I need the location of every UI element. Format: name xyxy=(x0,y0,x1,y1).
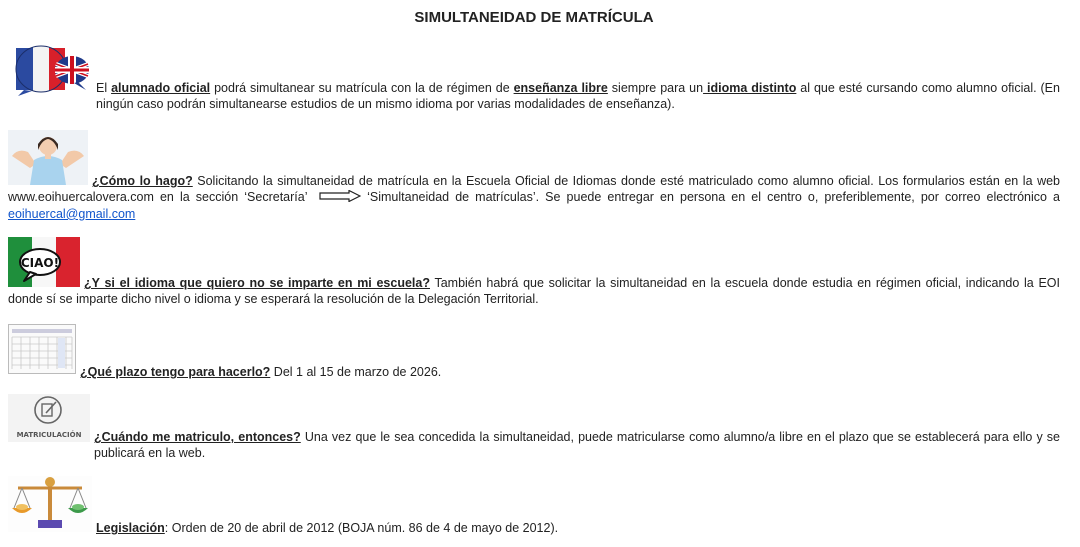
law-text-1: : Orden de 20 de abril de 2012 (BOJA núm. 86 de 4 de mayo de 2012). xyxy=(164,521,559,535)
section-deadline xyxy=(8,324,1060,380)
enroll-question: ¿Cuándo me matriculo, entonces? xyxy=(94,430,301,444)
enroll-text-1: Una vez que le sea concedida la simultaneidad, puede matricularse como alumno/a libre en el plazo que se establecerá para ello y se publicará en la web. xyxy=(94,430,1060,460)
not-offered-question: ¿Y si el idioma que quiero no se imparte en mi escuela? xyxy=(84,276,430,290)
official-term-idioma: idioma distinto xyxy=(703,81,797,95)
section-how xyxy=(8,130,1060,222)
matriculacion-label: MATRICULACIÓN xyxy=(16,431,82,439)
official-text-1: El xyxy=(96,81,112,95)
italy-ciao-icon xyxy=(8,237,80,291)
section-enroll xyxy=(8,394,1060,461)
official-term-alumnado: alumnado oficial xyxy=(111,81,211,95)
ciao-text: CIAO! xyxy=(20,256,60,270)
official-term-ensenanza: enseñanza libre xyxy=(513,81,608,95)
section-official xyxy=(8,44,1060,112)
email-link[interactable]: eoihuercal@gmail.com xyxy=(8,206,136,221)
thinking-girl-icon xyxy=(8,130,88,189)
how-text-2: ‘Simultaneidad de matrículas’. Se puede entregar en persona en el centro o, preferiblemente, por correo electrónico a xyxy=(367,190,1060,204)
calendar-icon xyxy=(8,324,76,378)
law-label: Legislación xyxy=(96,521,165,535)
matriculacion-icon xyxy=(8,394,90,446)
section-law xyxy=(8,476,1060,536)
page-title: SIMULTANEIDAD DE MATRÍCULA xyxy=(414,9,654,26)
deadline-question: ¿Qué plazo tengo para hacerlo? xyxy=(80,365,271,379)
deadline-text-1: Del 1 al 15 de marzo de 2026. xyxy=(270,365,442,379)
right-arrow-icon xyxy=(319,190,361,206)
section-not-offered xyxy=(8,237,1060,307)
how-question: ¿Cómo lo hago? xyxy=(92,174,193,188)
uk-france-flags-icon xyxy=(8,44,92,100)
not-offered-text-1: También habrá que solicitar la simultaneidad en la escuela donde estudia en régimen oficial, indicando la EOI donde sí se imparte dicho nivel o idioma y se esperará la resolución de la Delegación Territorial. xyxy=(8,276,1060,306)
official-text-2: podrá simultanear su matrícula con la de régimen de xyxy=(210,81,514,95)
official-text-3: siempre para un xyxy=(607,81,704,95)
how-text-1: Solicitando la simultaneidad de matrícula en la Escuela Oficial de Idiomas donde esté matriculado como alumno oficial. Los formularios están en la web www.eoihuercalovera.com en la sección ‘Secretaría’ xyxy=(8,174,1060,204)
official-text-4: al que esté cursando como alumno oficial. (En ningún caso podrán simultanearse estudios de un mismo idioma por varias modalidades de enseñanza). xyxy=(96,81,1060,111)
scales-icon xyxy=(8,476,92,536)
